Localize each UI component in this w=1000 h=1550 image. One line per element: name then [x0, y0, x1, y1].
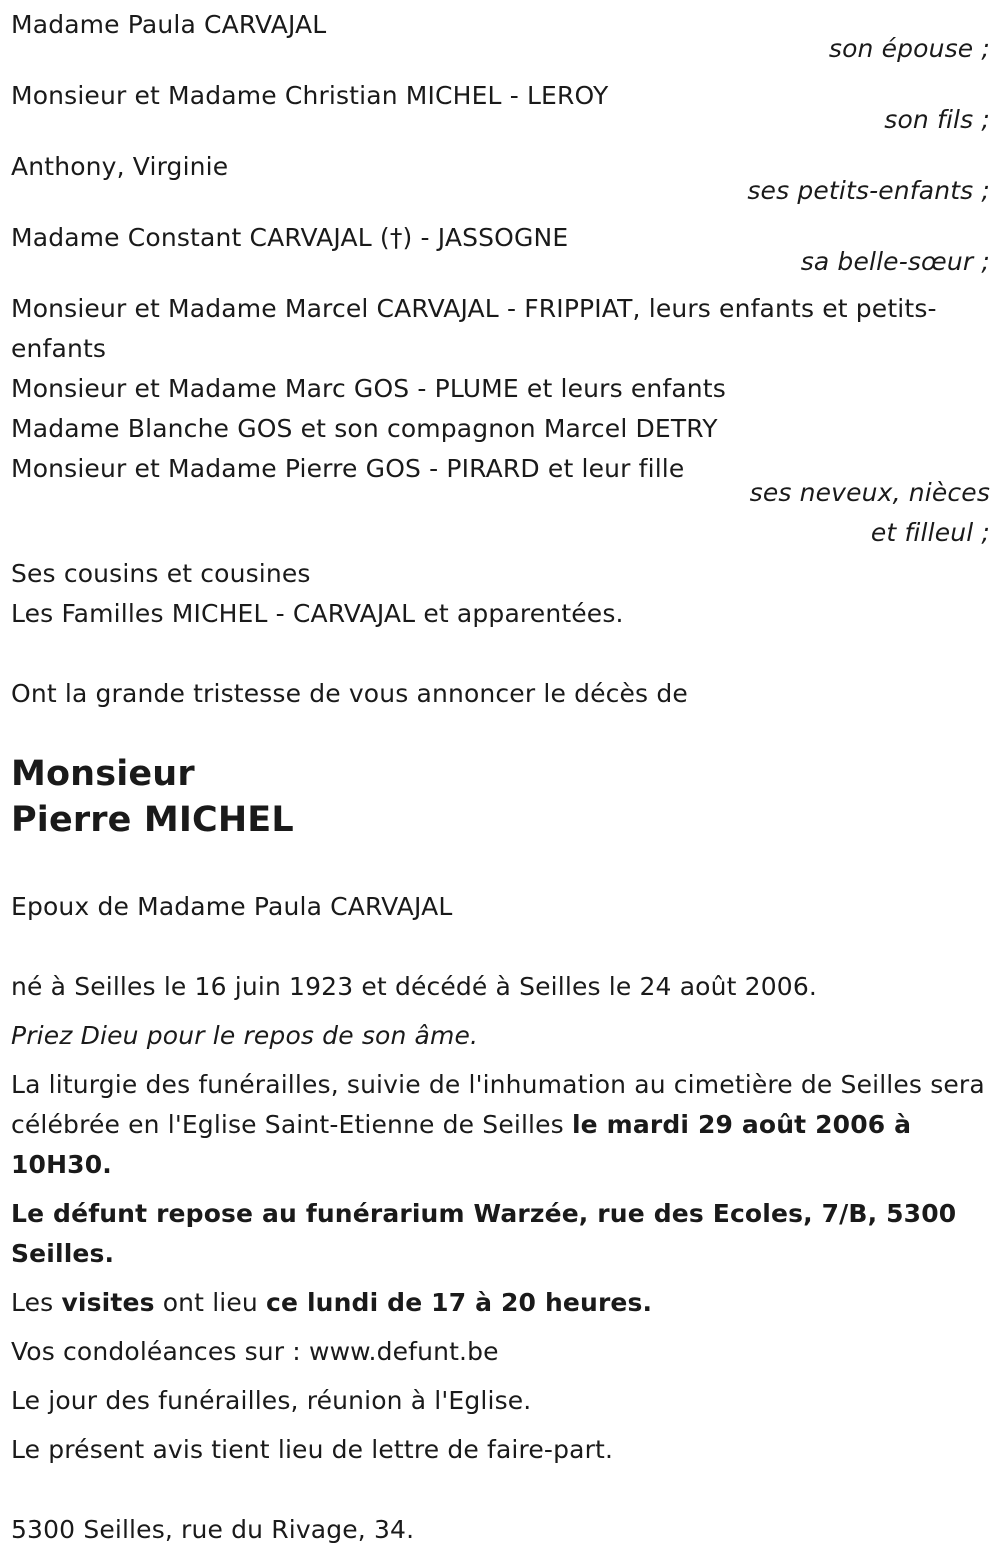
rest-place-text: Le défunt repose au funérarium Warzée, rue des Ecoles, 7/B, 5300 Seilles. — [11, 1199, 957, 1268]
nephews-relation-line2: et filleul ; — [870, 518, 990, 547]
funeral-day-line: Le jour des funérailles, réunion à l'Eglise. — [11, 1386, 532, 1415]
others-block — [11, 554, 990, 634]
family-relation: son épouse ; — [828, 34, 990, 63]
visits-middle: ont lieu — [154, 1288, 267, 1317]
family-entry — [11, 218, 990, 282]
family-name: Anthony, Virginie — [11, 152, 229, 181]
deceased-title: Monsieur — [11, 754, 195, 794]
nephews-block — [11, 289, 990, 553]
family-relation: sa belle-sœur ; — [800, 247, 990, 276]
nephew-line: Madame Blanche GOS et son compagnon Marcel DETRY — [11, 414, 718, 443]
other-line: Ses cousins et cousines — [11, 559, 311, 588]
nephew-line: Monsieur et Madame Marc GOS - PLUME et leurs enfants — [11, 374, 726, 403]
family-name: Madame Paula CARVAJAL — [11, 10, 327, 39]
spouse-line: Epoux de Madame Paula CARVAJAL — [11, 892, 453, 921]
other-line: Les Familles MICHEL - CARVAJAL et apparentées. — [11, 599, 624, 628]
nephew-line: Monsieur et Madame Pierre GOS - PIRARD et leur fille — [11, 454, 685, 483]
visits-prefix: Les — [11, 1288, 62, 1317]
rest-place-paragraph — [11, 1194, 990, 1274]
deceased-name-block — [11, 751, 990, 843]
family-relation: ses petits-enfants ; — [747, 176, 990, 205]
notice-line: Le présent avis tient lieu de lettre de faire-part. — [11, 1435, 614, 1464]
liturgy-paragraph — [11, 1065, 990, 1185]
family-name: Monsieur et Madame Christian MICHEL - LEROY — [11, 81, 609, 110]
deceased-name: Pierre MICHEL — [11, 800, 294, 840]
family-name: Madame Constant CARVAJAL (†) - JASSOGNE — [11, 223, 569, 252]
family-relation: son fils ; — [884, 105, 990, 134]
family-entry — [11, 76, 990, 140]
visits-paragraph — [11, 1283, 990, 1323]
family-entry — [11, 147, 990, 211]
liturgy-text: La liturgie des funérailles, suivie de l'inhumation au cimetière de Seilles sera célébrée en l'Eglise Saint-Etienne de Seilles — [11, 1070, 985, 1139]
address-line: 5300 Seilles, rue du Rivage, 34. — [11, 1515, 415, 1544]
liturgy-date: le mardi 29 août 2006 à 10H30. — [11, 1110, 912, 1179]
announcement-text: Ont la grande tristesse de vous annoncer le décès de — [11, 679, 688, 708]
family-entry — [11, 5, 990, 69]
visits-word: visites — [61, 1288, 155, 1317]
nephews-relation-line1: ses neveux, nièces — [749, 478, 990, 507]
visits-time: ce lundi de 17 à 20 heures. — [266, 1288, 653, 1317]
condolences-line: Vos condoléances sur : www.defunt.be — [11, 1337, 499, 1366]
prayer-line: Priez Dieu pour le repos de son âme. — [11, 1021, 479, 1050]
birth-death-line: né à Seilles le 16 juin 1923 et décédé à Seilles le 24 août 2006. — [11, 972, 817, 1001]
nephew-line: Monsieur et Madame Marcel CARVAJAL - FRIPPIAT, leurs enfants et petits-enfants — [11, 294, 937, 363]
